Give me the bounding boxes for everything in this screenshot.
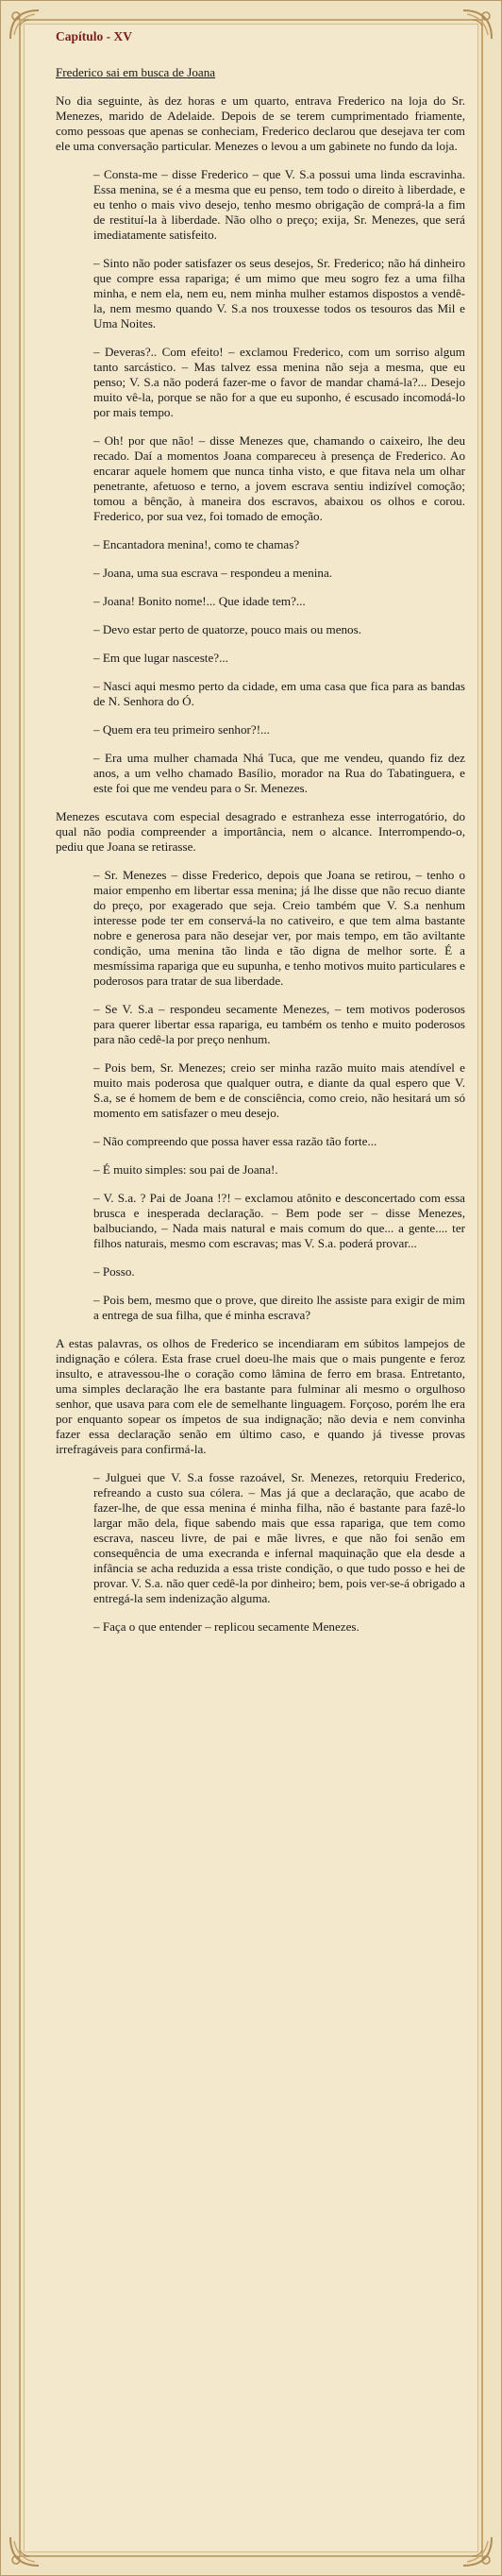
paragraph-list — [56, 93, 465, 1635]
dialogue-paragraph: – Não compreendo que possa haver essa razão tão forte... — [93, 1134, 377, 1148]
dialogue-paragraph: – Pois bem, mesmo que o prove, que direito lhe assiste para exigir de mim a entrega de sua filha, que é minha escrava? — [93, 1293, 465, 1322]
narrative-paragraph: No dia seguinte, às dez horas e um quarto, entrava Frederico na loja do Sr. Menezes, marido de Adelaide. Depois de se terem cumprimentado friamente, como pessoas que apenas se conheciam, Frederico declarou que desejava ter com ele uma conversação particular. Menezes o levou a um gabinete no fundo da loja. — [56, 93, 465, 153]
narrative-paragraph: Menezes escutava com especial desagrado e estranheza esse interrogatório, do qual não podia compreender a importância, nem o alcance. Interrompendo-o, pediu que Joana se retirasse. — [56, 809, 465, 854]
narrative-paragraph: A estas palavras, os olhos de Frederico se incendiaram em súbitos lampejos de indignação e cólera. Esta frase cruel doeu-lhe mais que o mais pungente e feroz insulto, e atravessou-lhe o coração como lâmina de ferro em brasa. Entretanto, uma simples declaração lhe era bastante para fulminar ali mesmo o orgulhoso senhor, que usava para com ele de semelhante linguagem. Forçoso, porém lhe era por enquanto sopear os ímpetos de sua indignação; não devia e nem convinha fazer essa declaração senão em último caso, e quando já tivesse provas irrefragáveis para confirmá-la. — [56, 1336, 465, 1456]
chapter-heading: Capítulo - XV — [56, 29, 133, 43]
dialogue-paragraph: – Joana, uma sua escrava – respondeu a menina. — [93, 566, 333, 580]
dialogue-paragraph: – Consta-me – disse Frederico – que V. S.a possui uma linda escravinha. Essa menina, se é a mesma que eu penso, tem todo o direito à liberdade, e eu tenho o mais vivo desejo, tenho mesmo obrigação de comprá-la a fim de restituí-la à liberdade. Não olho o preço; exija, Sr. Menezes, que será imediatamente satisfeito. — [93, 167, 465, 242]
dialogue-paragraph: – Em que lugar nasceste?... — [93, 651, 228, 665]
chapter-subtitle: Frederico sai em busca de Joana — [56, 65, 216, 79]
dialogue-paragraph: – Sinto não poder satisfazer os seus desejos, Sr. Frederico; não há dinheiro que compre essa rapariga; é um mimo que meu sogro fez a uma filha minha, e nem ela, nem eu, nem minha mulher estamos dispostos a vendê-la, nem mesmo quando V. S.a nos trouxesse todos os tesouros das Mil e Uma Noites. — [93, 256, 465, 330]
dialogue-paragraph: – Quem era teu primeiro senhor?!... — [93, 722, 270, 737]
dialogue-paragraph: – Posso. — [93, 1264, 135, 1279]
dialogue-paragraph: – Devo estar perto de quatorze, pouco mais ou menos. — [93, 622, 361, 636]
dialogue-paragraph: – Pois bem, Sr. Menezes; creio ser minha razão muito mais atendível e muito mais poderosa que qualquer outra, e diante da qual espero que V. S.a, se é homem de bem e de consciência, como creio, não hesitará um só momento em satisfazer o meu desejo. — [93, 1060, 465, 1120]
dialogue-paragraph: – Se V. S.a – respondeu secamente Menezes, – tem motivos poderosos para querer libertar essa rapariga, eu também os tenho e muito poderosos para não cedê-la por preço nenhum. — [93, 1002, 465, 1046]
dialogue-paragraph: – Deveras?.. Com efeito! – exclamou Frederico, com um sorriso algum tanto sarcástico. – Mas talvez essa menina não seja a mesma, que eu penso; V. S.a não poderá fazer-me o favor de mandar chamá-la?... Desejo muito vê-la, porque se não for a que eu suponho, é escusado incomodá-lo por mais tempo. — [93, 345, 465, 419]
dialogue-paragraph: – Joana! Bonito nome!... Que idade tem?... — [93, 594, 306, 608]
dialogue-paragraph: – Era uma mulher chamada Nhá Tuca, que me vendeu, quando fiz dez anos, a um velho chamado Basílio, morador na Rua do Tabatinguera, e este foi que me vendeu para o Sr. Menezes. — [93, 751, 465, 795]
corner-ornament-icon — [7, 7, 42, 42]
dialogue-paragraph: – Sr. Menezes – disse Frederico, depois que Joana se retirou, – tenho o maior empenho em libertar essa menina; já lhe disse que não recuo diante do preço, por exagerado que seja. Creio também que V. S.a nenhum interesse pode ter em conservá-la no cativeiro, e que tem alma bastante nobre e generosa para não desejar ver, por mais tempo, em tão aviltante condição, uma menina tão linda e tão digna de melhor sorte. É a mesmíssima rapariga que eu supunha, e tenho motivos muito particulares e poderosos para tratar de sua liberdade. — [93, 868, 465, 988]
corner-ornament-icon — [7, 2534, 42, 2569]
dialogue-paragraph: – Julguei que V. S.a fosse razoável, Sr. Menezes, retorquiu Frederico, refreando a custo sua cólera. – Mas já que a declaração, que acabo de fazer-lhe, de que essa menina é minha filha, não é bastante para fazê-lo largar mão dela, fique sabendo mais que essa rapariga, que tem como escrava, nasceu livre, de pai e mãe livres, e que não foi senão em consequência de uma execranda e infernal maquinação que ela desde a infância se acha reduzida a essa triste condição, o que tudo posso e hei de provar. V. S.a. não quer cedê-la por dinheiro; bem, pois ver-se-á obrigado a entregá-la sem indenização alguma. — [93, 1470, 465, 1605]
dialogue-paragraph: – Oh! por que não! – disse Menezes que, chamando o caixeiro, lhe deu recado. Daí a momentos Joana compareceu à presença de Frederico. Ao encarar aquele homem que nunca tinha visto, e que fitava nela um olhar penetrante, afetuoso e terno, a jovem escrava sentiu indizível comoção; tomou a bênção, à maneira dos escravos, abaixou os olhos e corou. Frederico, por sua vez, foi tomado de emoção. — [93, 433, 465, 523]
corner-ornament-icon — [460, 7, 495, 42]
dialogue-paragraph: – Nasci aqui mesmo perto da cidade, em uma casa que fica para as bandas de N. Senhora do Ó. — [93, 679, 465, 708]
chapter-content — [56, 29, 465, 1648]
dialogue-paragraph: – V. S.a. ? Pai de Joana !?! – exclamou atônito e desconcertado com essa brusca e inesperada declaração. – Bem pode ser – disse Menezes, balbuciando, – Nada mais natural e mais comum do que... a gente.... ter filhos naturais, mesmo com escravas; mas V. S.a. poderá provar... — [93, 1191, 465, 1250]
dialogue-paragraph: – É muito simples: sou pai de Joana!. — [93, 1162, 278, 1177]
corner-ornament-icon — [460, 2534, 495, 2569]
dialogue-paragraph: – Faça o que entender – replicou secamente Menezes. — [93, 1619, 360, 1634]
dialogue-paragraph: – Encantadora menina!, como te chamas? — [93, 537, 300, 551]
